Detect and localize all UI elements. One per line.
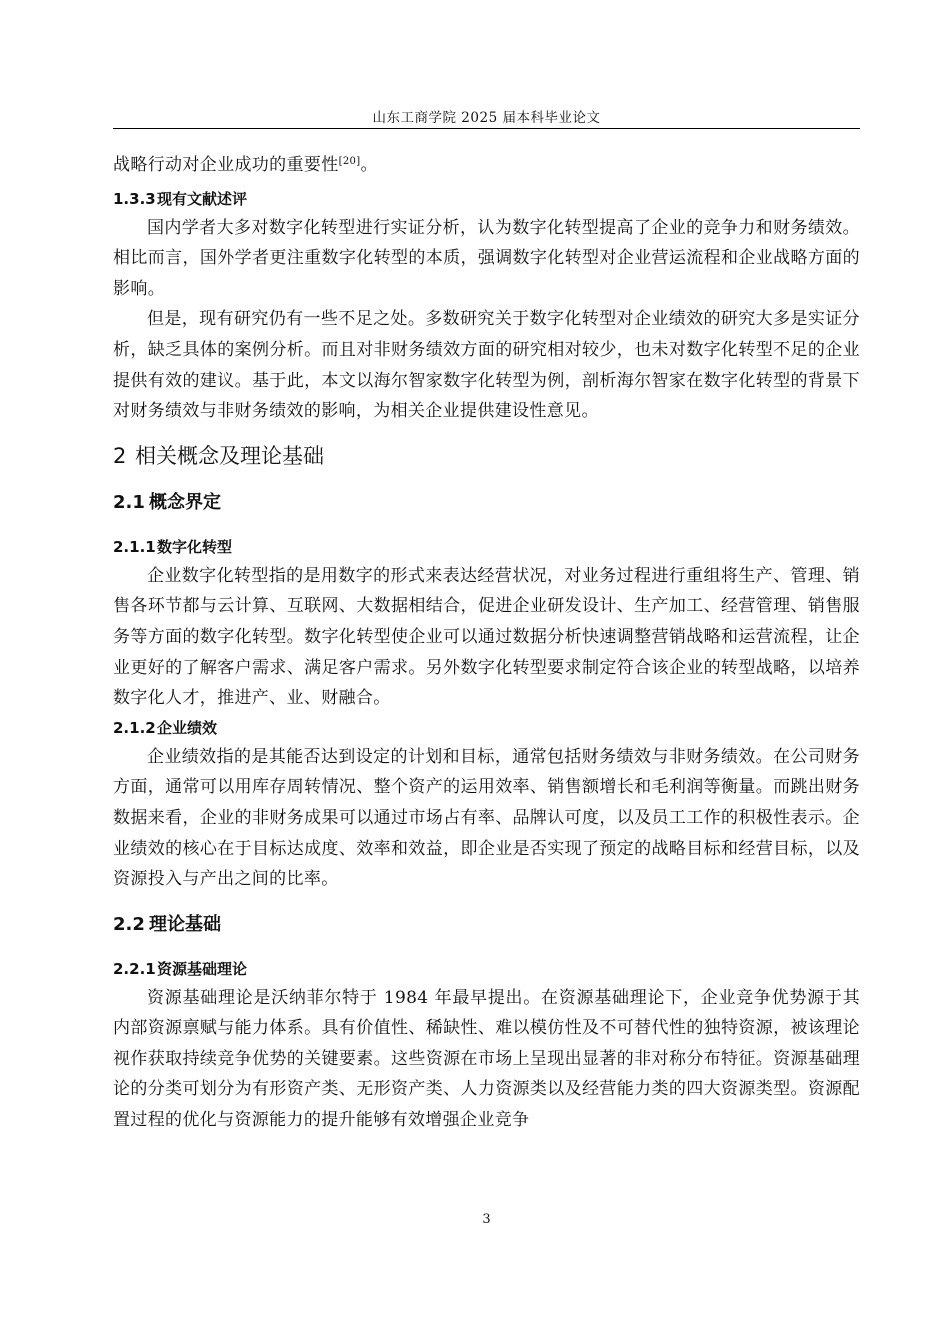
heading-2-1-2 <box>113 714 860 742</box>
paragraph: 资源基础理论是沃纳菲尔特于 1984 年最早提出。在资源基础理论下，企业竞争优势源于其内部资源禀赋与能力体系。具有价值性、稀缺性、难以模仿性及不可替代性的独特资源，被该理论视作获取持续竞争优势的关键要素。这些资源在市场上呈现出显著的非对称分布特征。资源基础理论的分类可划分为有形资产类、无形资产类、人力资源类以及经营能力类的四大资源类型。资源配置过程的优化与资源能力的提升能够有效增强企业竞争 <box>113 987 860 1131</box>
header-rule <box>113 128 860 129</box>
heading-number: 2.1.1 <box>113 537 156 556</box>
heading-2-1 <box>113 487 860 519</box>
chapter-heading-2 <box>113 439 860 473</box>
heading-number: 2.1.2 <box>113 718 156 737</box>
citation-ref[interactable]: [20] <box>338 156 361 167</box>
paragraph: 国内学者大多对数字化转型进行实证分析，认为数字化转型提高了企业的竞争力和财务绩效。相比而言，国外学者更注重数字化转型的本质，强调数字化转型对企业营运流程和企业战略方面的影响。 <box>113 217 860 299</box>
heading-title: 企业绩效 <box>157 718 218 737</box>
heading-title: 数字化转型 <box>157 537 233 556</box>
paragraph: 企业绩效指的是其能否达到设定的计划和目标，通常包括财务绩效与非财务绩效。在公司财务方面，通常可以用库存周转情况、整个资产的运用效率、销售额增长和毛利润等衡量。而跳出财务数据来看，企业的非财务成果可以通过市场占有率、品牌认可度，以及员工工作的积极性表示。企业绩效的核心在于目标达成度、效率和效益，即企业是否实现了预定的战略目标和经营目标，以及资源投入与产出之间的比率。 <box>113 746 860 890</box>
heading-title: 现有文献述评 <box>157 189 248 208</box>
heading-number: 1.3.3 <box>113 189 156 208</box>
page-content <box>113 150 860 1136</box>
heading-number: 2.1 <box>113 491 145 513</box>
heading-number: 2.2 <box>113 913 145 935</box>
heading-number: 2 <box>113 443 127 468</box>
heading-2-1-1 <box>113 533 860 561</box>
heading-title: 理论基础 <box>149 913 221 935</box>
heading-2-2-1 <box>113 955 860 983</box>
running-header: 山东工商学院 2025 届本科毕业论文 <box>372 110 601 126</box>
heading-title: 资源基础理论 <box>157 959 248 978</box>
lead-paragraph <box>113 150 860 181</box>
heading-number: 2.2.1 <box>113 959 156 978</box>
heading-title: 概念界定 <box>149 491 221 513</box>
heading-1-3-3 <box>113 185 860 213</box>
heading-2-2 <box>113 909 860 941</box>
paragraph: 但是，现有研究仍有一些不足之处。多数研究关于数字化转型对企业绩效的研究大多是实证分析，缺乏具体的案例分析。而且对非财务绩效方面的研究相对较少，也未对数字化转型不足的企业提供有效的建议。基于此，本文以海尔智家数字化转型为例，剖析海尔智家在数字化转型的背景下对财务绩效与非财务绩效的影响，为相关企业提供建设性意见。 <box>113 309 860 422</box>
paragraph: 企业数字化转型指的是用数字的形式来表达经营状况，对业务过程进行重组将生产、管理、销售各环节都与云计算、互联网、大数据相结合，促进企业研发设计、生产加工、经营管理、销售服务等方面的数字化转型。数字化转型使企业可以通过数据分析快速调整营销战略和运营流程，让企业更好的了解客户需求、满足客户需求。另外数字化转型要求制定符合该企业的转型战略，以培养数字化人才，推进产、业、财融合。 <box>113 565 860 709</box>
page-number: 3 <box>482 1212 491 1227</box>
heading-title: 相关概念及理论基础 <box>135 443 324 468</box>
lead-paragraph-text: 战略行动对企业成功的重要性 <box>113 155 339 175</box>
lead-paragraph-end: 。 <box>360 155 378 175</box>
